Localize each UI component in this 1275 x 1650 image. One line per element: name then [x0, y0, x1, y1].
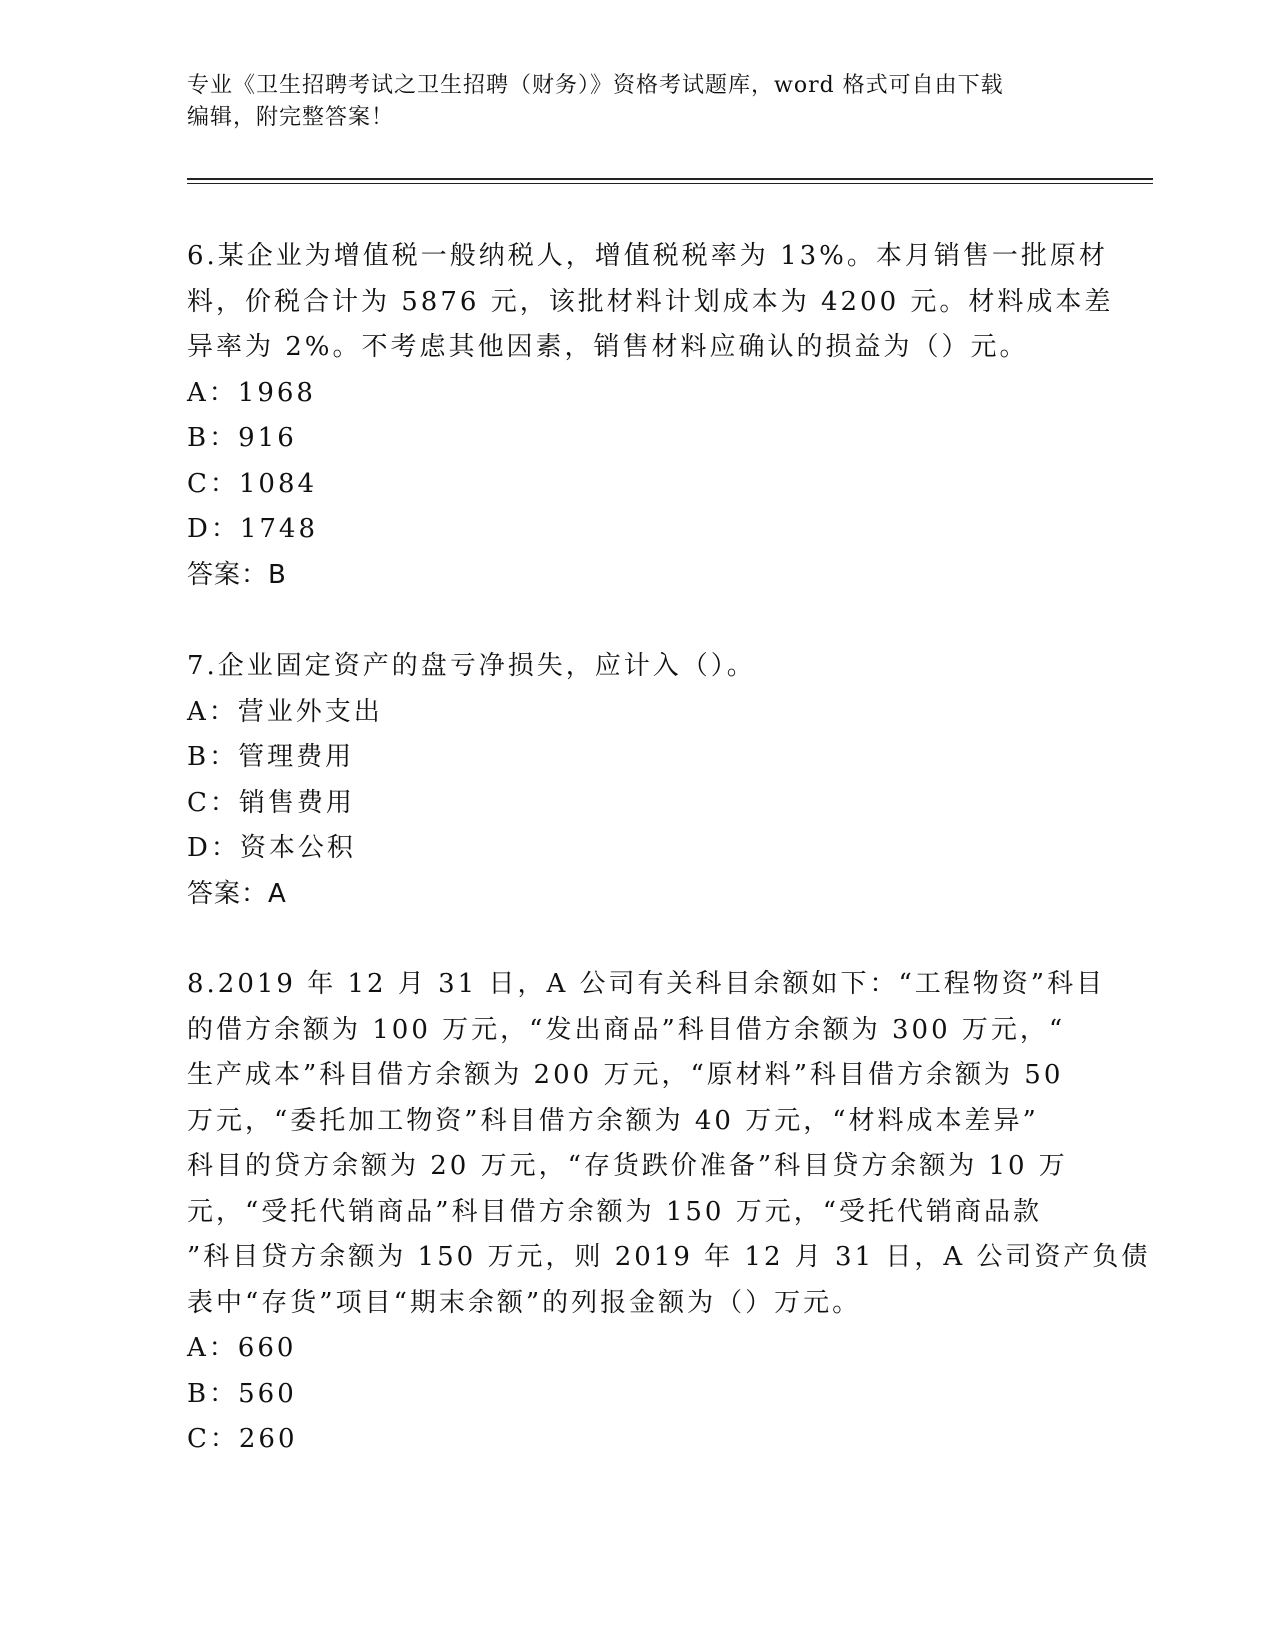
answer: 答案：B — [187, 559, 287, 590]
option-d: D：资本公积 — [187, 833, 356, 863]
option-c: C：销售费用 — [187, 787, 355, 818]
question-8 — [187, 962, 1151, 1463]
question-text-line: 科目的贷方余额为 20 万元，“存货跌价准备”科目贷方余额为 10 万 — [187, 1151, 1068, 1181]
option-a: A：660 — [187, 1333, 297, 1363]
option-c: C：260 — [187, 1424, 298, 1454]
header-line: 专业《卫生招聘考试之卫生招聘（财务）》资格考试题库，word 格式可自由下载 — [187, 73, 1004, 98]
question-text-line: ”科目贷方余额为 150 万元，则 2019 年 12 月 31 日，A 公司资产负债 — [187, 1242, 1151, 1272]
question-text-line: 6.某企业为增值税一般纳税人，增值税税率为 13%。本月销售一批原材 — [187, 241, 1108, 271]
option-a: A：营业外支出 — [187, 696, 383, 727]
header-divider-thick — [187, 178, 1153, 180]
option-b: B：管理费用 — [187, 742, 355, 772]
question-text-line: 生产成本”科目借方余额为 200 万元，“原材料”科目借方余额为 50 — [187, 1060, 1064, 1090]
question-text-line: 料，价税合计为 5876 元，该批材料计划成本为 4200 元。材料成本差 — [187, 286, 1114, 317]
header-line: 编辑，附完整答案！ — [187, 105, 395, 130]
question-text-line: 万元，“委托加工物资”科目借方余额为 40 万元，“材料成本差异” — [187, 1105, 1039, 1136]
answer: 答案：A — [187, 878, 287, 909]
option-b: B：916 — [187, 423, 297, 453]
question-text-line: 元，“受托代销商品”科目借方余额为 150 万元，“受托代销商品款 — [187, 1196, 1043, 1227]
question-6 — [187, 234, 1114, 598]
header-divider-thin — [187, 183, 1153, 184]
document-header — [187, 70, 1087, 134]
question-7 — [187, 644, 1087, 917]
option-a: A：1968 — [187, 377, 316, 408]
option-d: D：1748 — [187, 514, 319, 544]
option-b: B：560 — [187, 1378, 297, 1409]
option-c: C：1084 — [187, 468, 318, 499]
question-text-line: 8.2019 年 12 月 31 日，A 公司有关科目余额如下：“工程物资”科目 — [187, 969, 1106, 999]
question-text-line: 表中“存货”项目“期末余额”的列报金额为（）万元。 — [187, 1287, 862, 1318]
question-text-line: 异率为 2%。不考虑其他因素，销售材料应确认的损益为（）元。 — [187, 332, 1029, 362]
question-text-line: 7.企业固定资产的盘亏净损失，应计入（）。 — [187, 651, 756, 681]
question-text-line: 的借方余额为 100 万元，“发出商品”科目借方余额为 300 万元，“ — [187, 1014, 1066, 1045]
